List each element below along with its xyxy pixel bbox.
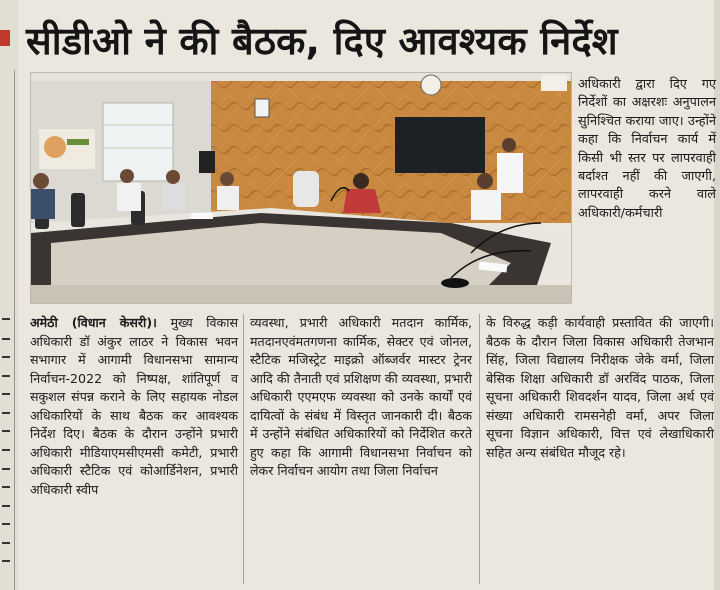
article-dateline: अमेठी (विधान केसरी)। — [30, 315, 157, 330]
article-column-3 — [486, 314, 714, 462]
article-column-2 — [250, 314, 472, 481]
meeting-hall-illustration — [31, 73, 571, 303]
article-paragraph: मुख्य विकास अधिकारी डॉ अंकुर लाठर ने विकास भवन सभागार में आगामी विधानसभा सामान्य निर्वाचन-2022 को निष्पक्ष, शांतिपूर्ण व सकुशल संपन्न कराने के लिए सहायक नोडल अधिकारियों के साथ बैठक कर आवश्यक निर्देश दिए। बैठक के दौरान उन्होंने प्रभारी अधिकारी मीडियाएमसीएमसी कमेटी, प्रभारी अधिकारी स्टैटिक एवं कोआर्डिनेशन, प्रभारी अधिकारी स्वीप — [30, 315, 238, 497]
column-rule-2 — [479, 314, 480, 584]
red-marker — [0, 30, 10, 46]
article-paragraph: के विरुद्ध कड़ी कार्यवाही प्रस्तावित की जाएगी। बैठक के दौरान जिला विकास अधिकारी तेजभान सिंह, जिला विद्यालय निरीक्षक जेके वर्मा, जिला बेसिक शिक्षा अधिकारी डॉ अरविंद पाठक, जिला सूचना अधिकारी शिवदर्शन यादव, जिला अर्थ एवं संख्या अधिकारी रामसनेही वर्मा, अपर जिला सूचना विज्ञान अधिकारी, वित्त एवं लेखाधिकारी सहित अन्य संबंधित मौजूद रहे। — [486, 315, 714, 460]
left-column-rule — [14, 70, 15, 590]
article-headline: सीडीओ ने की बैठक, दिए आवश्यक निर्देश — [26, 19, 618, 63]
column-rule-1 — [243, 314, 244, 584]
article-paragraph: व्यवस्था, प्रभारी अधिकारी मतदान कार्मिक, मतदानएवंमतगणना कार्मिक, सेक्टर एवं जोनल, स्टैटिक मजिस्ट्रेट माइक्रो ऑब्जर्वर मास्टर ट्रेनर आदि की तैनाती एवं प्रशिक्षण की व्यवस्था, प्रभारी अधिकारी एएमएफ व्यवस्था को उनके कार्यों एवं दायित्वों के संबंध में विस्तृत जानकारी दी। बैठक में उन्होंने संबंधित अधिकारियों को निर्देशित करते हुए कहा कि आगामी विधानसभा निर्वाचन को लेकर निर्वाचन आयोग तथा जिला निर्वाचन — [250, 315, 472, 478]
adjacent-column-edge — [0, 0, 18, 590]
article-paragraph: अधिकारी द्वारा दिए गए निर्देशों का अक्षरशः अनुपालन सुनिश्चित कराया जाए। उन्होंने कहा कि निर्वाचन कार्य में किसी भी स्तर पर लापरवाही बर्दाश्त नहीं की जाएगी, लापरवाही करने वाले अधिकारी/कर्मचारी — [578, 77, 716, 221]
article-column-1 — [30, 314, 238, 499]
meeting-photo — [30, 72, 572, 304]
article-column-right-top — [578, 76, 716, 223]
